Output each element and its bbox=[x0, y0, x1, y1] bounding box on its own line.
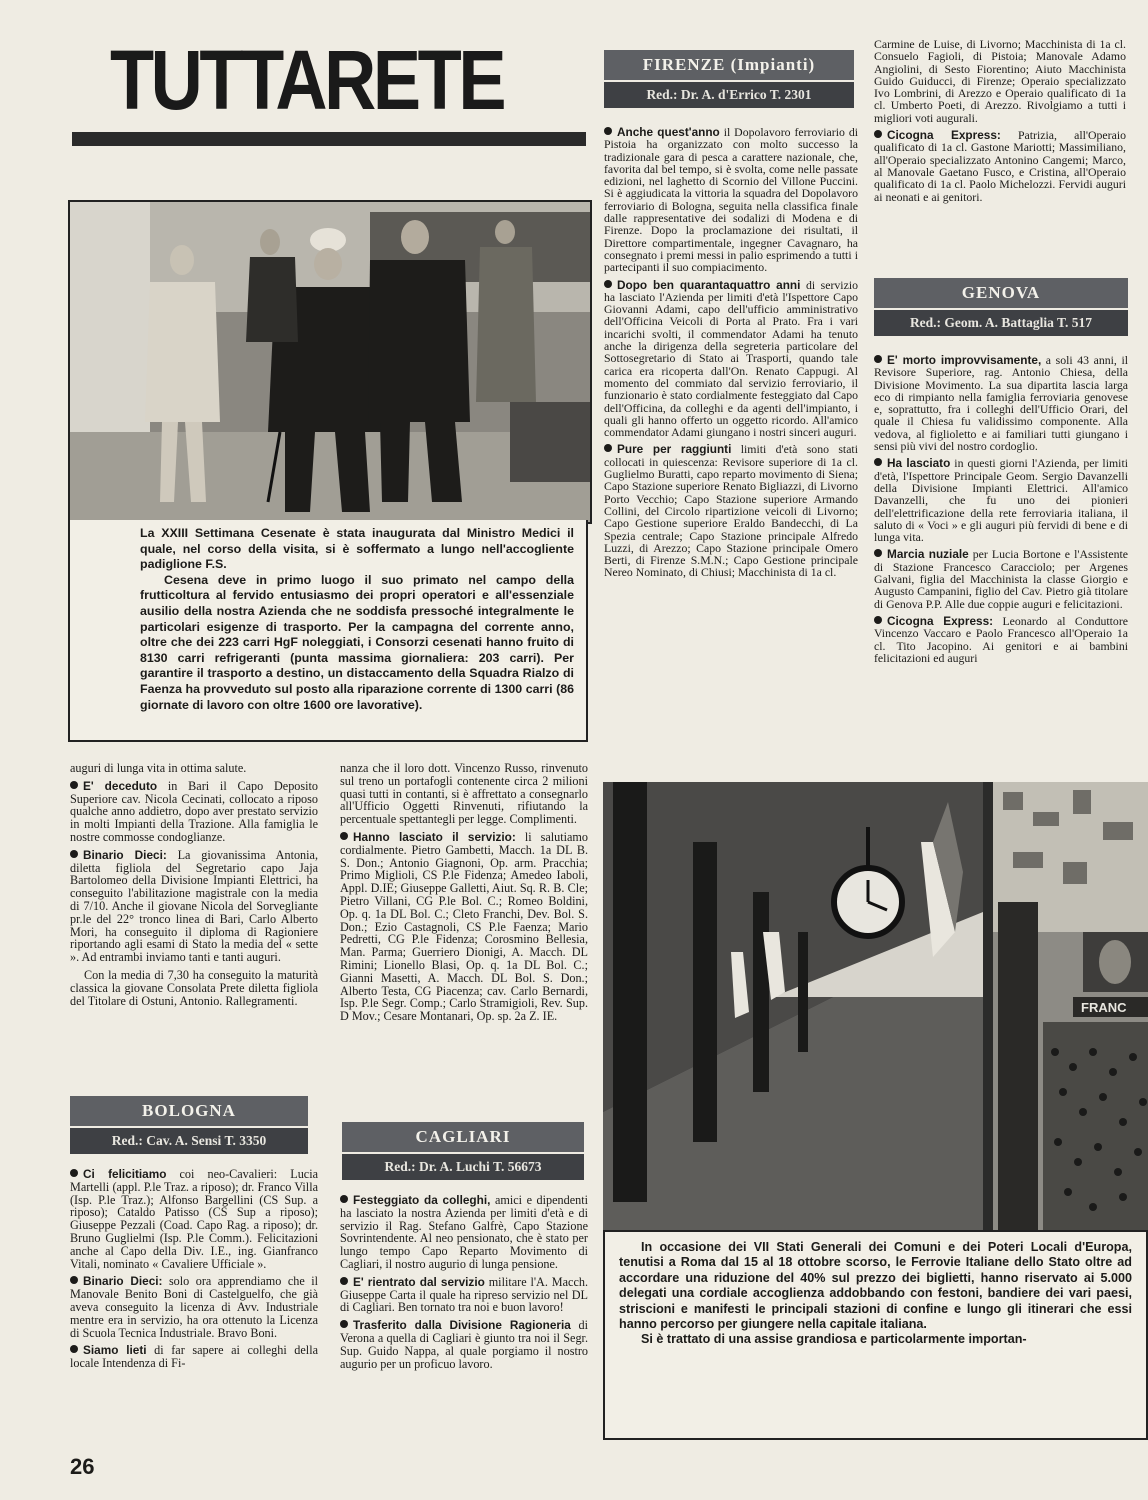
article-paragraph: Carmine de Luise, di Livorno; Macchinista di 1a cl. Consuelo Fagioli, di Pistoia; Manovale Adamo Angiolini, di Sesto Fiorentino; Aiuto Macchinista Guido Guiducci, di Firenze; Operaio specializzato Ivo Lombrini, di Arezzo e Operaio qualificato di 1a cl. Umberto Poeti, di Arezzo. Rivolgiamo a tutti i migliori voti augurali. bbox=[874, 37, 1126, 125]
caption-paragraph: In occasione dei VII Stati Generali dei Comuni e dei Poteri Locali d'Europa, tenutisi a Roma dal 15 al 18 ottobre scorso, le Ferrovie Italiane dello Stato oltre ad accordare una riduzione del 40% sul prezzo dei biglietti, hanno riservato ai 5.000 delegati una cordiale accoglienza addobbando con festoni, bandiere dei vari paesi, striscioni e manifesti le principali stazioni di confine e lungo gli itinerari che essi hanno percorso per giungere nella capitale italiana. bbox=[619, 1240, 1132, 1332]
article-text: per Lucia Bortone e l'Assistente di Stazione Francesco Caracciolo; per Argenes Galvani, figlia del Macchinista la classe Giorgio e Augusto Campanini, figlio del Cav. Pietro già titolare di Genova P.P. Alle due coppie auguri e felicitazioni. bbox=[874, 547, 1128, 611]
bullet-icon bbox=[874, 458, 882, 466]
section-header-firenze bbox=[604, 50, 854, 108]
article-lead: Ha lasciato bbox=[887, 456, 951, 471]
page-number: 26 bbox=[70, 1454, 95, 1479]
section-title: BOLOGNA bbox=[70, 1096, 308, 1126]
article-lead: Festeggiato da colleghi, bbox=[353, 1193, 491, 1207]
caption-paragraph: La XXIII Settimana Cesenate è stata inaugurata dal Ministro Medici il quale, nel corso della visita, si è soffermato a lungo nell'accogliente padiglione F.S. bbox=[140, 526, 574, 572]
bullet-icon bbox=[604, 280, 612, 288]
masthead-rule bbox=[72, 132, 586, 146]
article-text: Leonardo al Conduttore Vincenzo Vaccaro e Paolo Francesco all'Operaio 1a cl. Tito Jacopino. Ai genitori e ai bambini felicitazioni ed auguri bbox=[874, 613, 1128, 665]
article-lead: Siamo lieti bbox=[83, 1343, 147, 1358]
article-text: di far sapere ai colleghi della locale Intendenza di Fi- bbox=[70, 1343, 318, 1371]
column-left bbox=[70, 762, 318, 1012]
section-header-cagliari bbox=[342, 1122, 584, 1180]
photo-station-hall bbox=[603, 782, 1148, 1230]
bullet-icon bbox=[874, 130, 882, 138]
article-paragraph bbox=[604, 126, 858, 274]
photo-caption-cesena bbox=[68, 520, 588, 742]
section-subtitle: Red.: Dr. A. Luchi T. 56673 bbox=[342, 1154, 584, 1180]
caption-paragraph: Si è trattato di una assise grandiosa e particolarmente importan- bbox=[641, 1332, 1027, 1347]
article-lead: E' morto improvvisamente, bbox=[887, 353, 1042, 367]
bullet-icon bbox=[70, 1345, 78, 1353]
article-text: Patrizia, all'Operaio qualificato di 1a cl. Gastone Mariotti; Massimiliano, all'Operaio specializzato Antonino Cangemi; Marco, al Manovale Gaetano Fusco, e Cristina, all'Operaio qualificato di 1a cl. Paolo Michelozzi. Fervidi auguri ai neonati e ai genitori. bbox=[874, 128, 1126, 204]
section-title: CAGLIARI bbox=[342, 1122, 584, 1152]
article-lead: Binario Dieci: bbox=[83, 1274, 163, 1289]
article-lead: Cicogna Express: bbox=[887, 128, 1001, 143]
article-paragraph bbox=[604, 443, 858, 578]
section-title: FIRENZE (Impianti) bbox=[604, 50, 854, 80]
photo-minister-visit bbox=[68, 200, 592, 524]
article-text: in questi giorni l'Azienda, per limiti d'età, l'Ispettore Principale Geom. Sergio Davanzelli della Divisione Impianti Elettrici. All'amico Davanzelli, che fu uno dei pionieri dell'elettrificazione della rete ferroviaria italiana, il saluto di « Voci » e gli auguri più fervidi di bene e di lunga vita. bbox=[874, 456, 1128, 545]
article-lead: E' deceduto bbox=[83, 778, 158, 793]
photo-caption-stati-generali bbox=[603, 1230, 1148, 1440]
article-paragraph bbox=[70, 1275, 318, 1339]
column-genova bbox=[874, 354, 1128, 669]
article-text: La giovanissima Antonia, diletta figliola del Segretario capo Jaja Bartolomeo della Divisione Impianti Elettrici, ha conseguito l'abilitazione magistrale con la media di 7/10. Anche il giovane Nicola del Sorvegliante pr.le del 22° tronco linea di Bari, Carlo Alberto Mori, ha conseguito il diploma di Ragioniere riportando agli esami di Stato la media del « sette ». Ad entrambi inviamo tanti e tanti auguri. bbox=[70, 847, 318, 965]
bullet-icon bbox=[604, 444, 612, 452]
article-paragraph bbox=[874, 457, 1128, 543]
article-paragraph bbox=[340, 1276, 588, 1314]
article-paragraph bbox=[70, 780, 318, 844]
article-paragraph bbox=[340, 831, 588, 1023]
article-paragraph bbox=[874, 354, 1128, 452]
column-middle bbox=[340, 762, 588, 1028]
article-text: amici e dipendenti ha lasciato la nostra Azienda per limiti d'età e di servizio il Rag. Stefano Galfrè, Capo Stazione Sovrintendente. Al neo pensionato, che è stato per lungo tempo Capo Reparto Movimento di Cagliari, il nostro augurio di lunga pensione. bbox=[340, 1193, 589, 1271]
bullet-icon bbox=[70, 1169, 78, 1177]
article-text: militare l'A. Macch. Giuseppe Carta il quale ha ripreso servizio nel DL di Cagliari. Ben tornato tra noi e buon lavoro! bbox=[340, 1274, 588, 1315]
bullet-icon bbox=[340, 1320, 348, 1328]
article-paragraph bbox=[340, 1319, 588, 1370]
column-firenze bbox=[604, 126, 858, 584]
article-lead: Trasferito dalla Divisione Ragioneria bbox=[353, 1318, 571, 1333]
article-paragraph bbox=[604, 279, 858, 439]
article-lead: E' rientrato dal servizio bbox=[353, 1274, 485, 1289]
bullet-icon bbox=[604, 127, 612, 135]
article-text: limiti d'età sono stati collocati in quiescenza: Revisore superiore di 1a cl. Guglielmo Buratti, capo reparto movimento di Siena; Capo Stazione superiore Renato Bigliazzi, di Livorno Porto Vecchio; Capo Stazione superiore Armando Collini, del Circolo ripartizione veicoli di Livorno; Capo Gestione superiore Eraldo Bandecchi, di La Spezia centrale; Capo Stazione principale Alfredo Luzzi, di Arezzo; Capo Stazione principale Omero Berti, di Firenze S.M.N.; Capo Gestione principale Nereo Nominato, di Chiusi; Macchinista di 1a cl. bbox=[604, 442, 858, 580]
bullet-icon bbox=[340, 832, 348, 840]
banner-text: FRANC bbox=[1081, 1000, 1127, 1015]
article-paragraph bbox=[70, 849, 318, 964]
bullet-icon bbox=[70, 1276, 78, 1284]
section-title: GENOVA bbox=[874, 278, 1128, 308]
bullet-icon bbox=[340, 1277, 348, 1285]
bullet-icon bbox=[874, 549, 882, 557]
article-text: in Bari il Capo Deposito Superiore cav. Nicola Cecinati, collocato a riposo qualche anno addietro, dopo aver prestato servizio in molti Impianti della Trazione. Alla famiglia le nostre commosse condoglianze. bbox=[70, 778, 318, 844]
article-lead: Hanno lasciato il servizio: bbox=[353, 829, 516, 844]
article-text: coi neo-Cavalieri: Lucia Martelli (appl. P.le Traz. a riposo); dr. Franco Villa (Isp. P.le Traz.); Alfonso Bargellini (CS Sup. a riposo); Cataldo Patisso (CS Sup a riposo); Giuseppe Pezzali (Coad. Capo Rag. a riposo); dr. Bruno Guglielmi (Isp. P.le Comm.). Felicitazioni anche al Capo della Div. I.E., ing. Gianfranco Vitali, nominato « Cavaliere Ufficiale ». bbox=[70, 1167, 319, 1271]
section-subtitle: Red.: Geom. A. Battaglia T. 517 bbox=[874, 310, 1128, 336]
article-paragraph bbox=[874, 548, 1128, 609]
bullet-icon bbox=[70, 850, 78, 858]
article-lead: Pure per raggiunti bbox=[617, 442, 732, 457]
article-paragraph: auguri di lunga vita in ottima salute. bbox=[70, 761, 247, 775]
article-paragraph bbox=[70, 1168, 318, 1270]
article-paragraph: Con la media di 7,30 ha conseguito la maturità classica la giovane Consolata Prete diletta figliola del Titolare di Ostuni, Antonio. Rallegramenti. bbox=[70, 967, 318, 1008]
column-cagliari bbox=[340, 1194, 588, 1375]
article-text: a soli 43 anni, il Revisore Superiore, rag. Antonio Chiesa, della Divisione Movimento. La sua dipartita lascia larga eco di rimpianto nella famiglia ferroviaria genovese e, soprattutto, fra i colleghi dell'Ufficio Orari, del quale il Chiesa fu validissimo componente. Alla vedova, al figlioletto e ai familiari tutti giungano i sensi più vivi del nostro cordoglio. bbox=[874, 353, 1128, 454]
article-text: li salutiamo cordialmente. Pietro Gambetti, Macch. 1a DL B. S. Don.; Antonio Giagnoni, Op. arm. Pracchia; Primo Miglioli, CS P.le Fidenza; Amedeo Iaboli, Appl. D.IE; Giuseppe Galletti, Aiut. Sq. R. B. Cle; Pietro Villani, CG P.le Bol. C.; Romeo Boldini, Op. q. 1a DL Bol. C.; Cleto Franchi, Dev. Bol. S. Don.; Ezio Castagnoli, CS P.le Faenza; Mario Pedretti, CG P.le Fidenza; Corosmino Bellesia, Man. Parma; Guerriero Dionigi, A. Macch. DL Rimini; Lionello Blasi, Op. q. 1a DL Bol. C.; Gianni Masetti, A. Macch. DL Bol. S. Don.; Alberto Testa, CG Piacenza; cav. Carlo Bernardi, Isp. P.le Segr. Comp.; Carlo Stramigioli, Rev. Sup. D Mov.; Cesare Montanari, Op. sp. 2a Z. IE. bbox=[340, 829, 588, 1024]
article-paragraph bbox=[70, 1344, 318, 1370]
bullet-icon bbox=[70, 781, 78, 789]
article-lead: Ci felicitiamo bbox=[83, 1167, 167, 1181]
article-text: di Verona a quella di Cagliari è giunto tra noi il Segr. Sup. Guido Nappa, al quale porgiamo il nostro augurio per un proficuo lavoro. bbox=[340, 1318, 588, 1371]
article-lead: Dopo ben quarantaquattro anni bbox=[617, 277, 801, 292]
section-header-bologna bbox=[70, 1096, 308, 1154]
article-lead: Marcia nuziale bbox=[887, 547, 969, 562]
article-lead: Anche quest'anno bbox=[617, 125, 720, 139]
bullet-icon bbox=[874, 355, 882, 363]
article-text: di servizio ha lasciato l'Azienda per limiti d'età l'Ispettore Capo Giovanni Adami, capo dell'ufficio amministrativo dell'Officina Veicoli di Porta al Prato. Fra i vari incarichi svolti, il commendator Adami ha tenuto anche la dirigenza della segreteria particolare del Sottosegretario di Stato ai Trasporti, quando tale carica era ricoperta dall'On. Renato Cappugi. Al momento del commiato dal servizio ferroviario, il funzionario è stato cordialmente festeggiato dal Capo dell'Officina, da colleghi e da agenti dell'impianto, i quali gli hanno offerto un oggetto ricordo. All'amico commendator Adami giungano i nostri sinceri auguri. bbox=[604, 277, 858, 440]
section-subtitle: Red.: Cav. A. Sensi T. 3350 bbox=[70, 1128, 308, 1154]
section-header-genova bbox=[874, 278, 1128, 336]
caption-paragraph: Cesena deve in primo luogo il suo primato nel campo della frutticoltura al fervido entusiasmo dei propri operatori e all'essenziale ausilio della nostra Azienda che ne soddisfa pressoché integralmente le particolari esigenze di trasporto. Per la campagna del corrente anno, oltre che dei 223 carri HgF noleggiati, i Consorzi cesenati hanno fruito di 8130 carri refrigeranti (punta massima giornaliera: 203 carri). Per garantire il trasporto a destino, un distaccamento della Squadra Rialzo di Faenza ha provveduto sul posto alla riparazione corrente di 1300 carri (86 giornate di lavoro con oltre 1600 ore lavorative). bbox=[140, 572, 574, 712]
article-paragraph bbox=[340, 1194, 588, 1271]
article-text: solo ora apprendiamo che il Manovale Benito Boni di Castelguelfo, che già aveva conseguito la licenza di Avv. Industriale mentre era in servizio, ha ora ottenuto la Licenza di Scuola Tecnica Industriale. Bravo Boni. bbox=[70, 1274, 318, 1340]
article-lead: Binario Dieci: bbox=[83, 847, 167, 862]
masthead-title: TUTTARETE bbox=[110, 33, 504, 127]
bullet-icon bbox=[340, 1195, 348, 1203]
article-paragraph bbox=[874, 615, 1128, 664]
column-right-top bbox=[874, 38, 1126, 208]
column-bologna bbox=[70, 1168, 318, 1375]
article-text: il Dopolavoro ferroviario di Pistoia ha organizzato con molto successo la tradizionale gara di pesca a carattere nazionale, che, favorita dal bel tempo, si è svolta, come nelle passate edizioni, nel laghetto di Scornio del Villone Puccini. Si è aggiudicata la vittoria la squadra del Dopolavoro ferroviario di Bologna, seguita nella classifica finale dalle rappresentative dei sodalizi di Modena e di Firenze. Dopo la proclamazione dei risultati, il Direttore compartimentale, ingegner Cavagnaro, ha consegnato i premi messi in palio esprimendo a tutti i partecipanti il suo compiacimento. bbox=[604, 125, 858, 275]
article-paragraph: nanza che il loro dott. Vincenzo Russo, rinvenuto sul treno un portafogli contenente circa 2 milioni quasi tutti in contanti, si è affrettato a consegnarlo all'Ufficio Oggetti Rinvenuti, rifiutando la percentuale spettantegli per legge. Complimenti. bbox=[340, 761, 588, 827]
section-subtitle: Red.: Dr. A. d'Errico T. 2301 bbox=[604, 82, 854, 108]
article-lead: Cicogna Express: bbox=[887, 613, 994, 628]
bullet-icon bbox=[874, 616, 882, 624]
article-paragraph bbox=[874, 129, 1126, 203]
